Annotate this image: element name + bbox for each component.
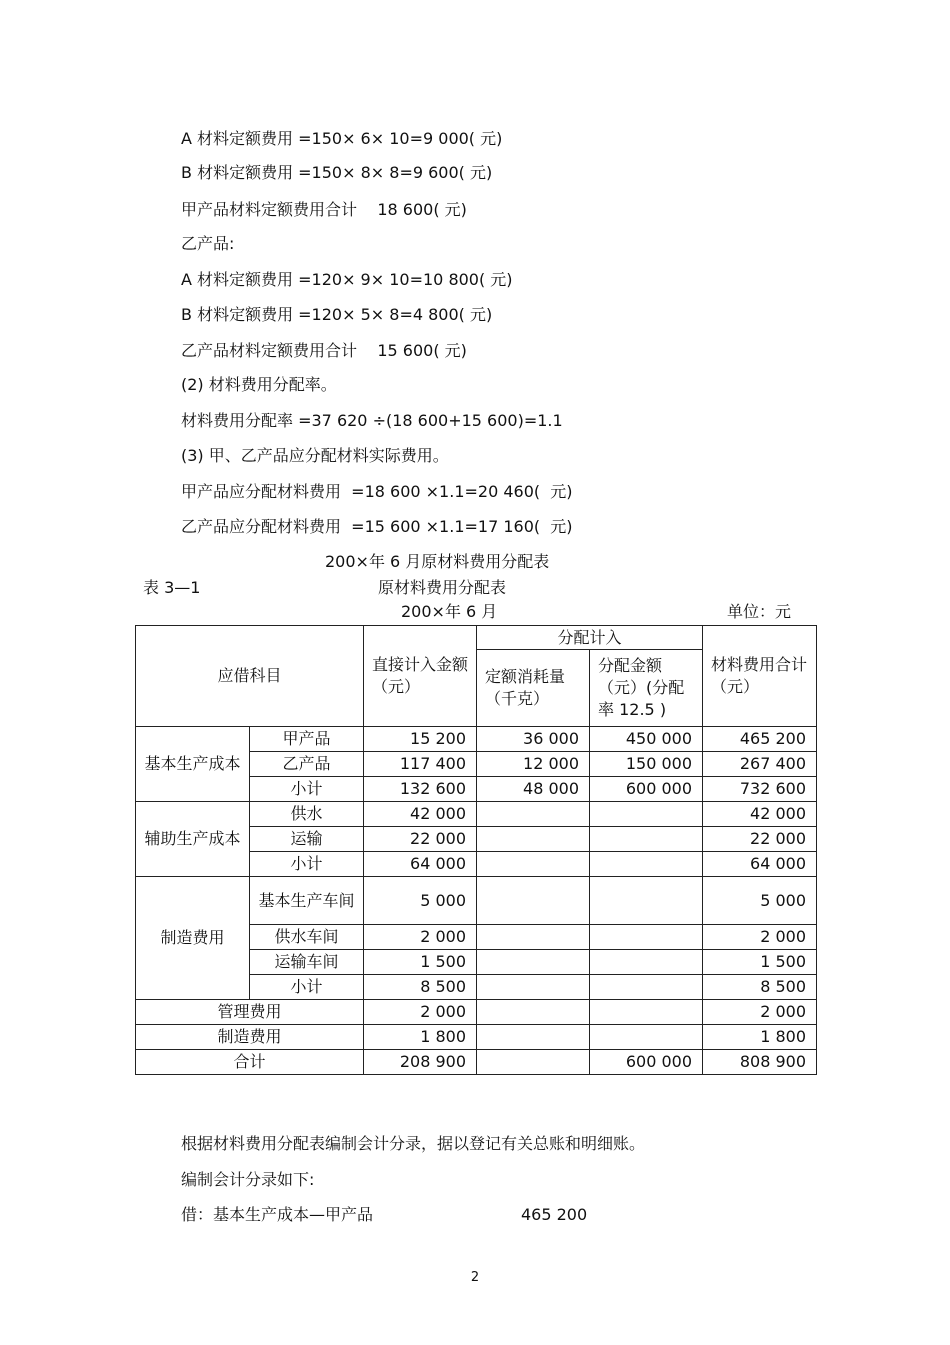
cell-direct: 2 000 [364,1000,477,1025]
cell-total: 22 000 [703,827,817,852]
cell-quota [477,1000,590,1025]
group-label: 基本生产成本 [136,727,250,802]
cell-quota [477,852,590,877]
calc-line: 乙产品应分配材料费用 =15 600 ×1.1=17 160( 元) [181,517,573,536]
table-unit: 单位：元 [727,602,792,621]
cell-total: 2 000 [703,1000,817,1025]
table-number: 表 3—1 [143,578,201,597]
journal-entry-label: 借：基本生产成本—甲产品 [181,1205,374,1224]
table-name: 原材料费用分配表 [378,578,507,597]
header-amount: 分配金额（元）(分配率 12.5 ) [590,650,703,727]
calc-line: 乙产品材料定额费用合计 15 600( 元) [181,341,467,360]
cell-total: 8 500 [703,975,817,1000]
body-paragraph: 编制会计分录如下: [181,1170,315,1189]
cell-amount: 450 000 [590,727,703,752]
calc-line: 甲产品材料定额费用合计 18 600( 元) [181,200,467,219]
cell-quota: 36 000 [477,727,590,752]
cell-quota [477,975,590,1000]
cell-amount [590,975,703,1000]
row-item: 小计 [250,975,364,1000]
calc-line: 甲产品应分配材料费用 =18 600 ×1.1=20 460( 元) [181,482,573,501]
cell-quota [477,1050,590,1075]
table-top-title: 200×年 6 月原材料费用分配表 [325,552,550,571]
header-direct: 直接计入金额（元） [364,626,477,727]
row-item: 供水车间 [250,925,364,950]
header-allocated: 分配计入 [477,626,703,650]
group-label: 制造费用 [136,877,250,1000]
calc-line: A 材料定额费用 =150× 6× 10=9 000( 元) [181,129,503,148]
cell-total: 267 400 [703,752,817,777]
row-item: 运输车间 [250,950,364,975]
cell-quota: 12 000 [477,752,590,777]
cell-amount [590,802,703,827]
cell-direct: 132 600 [364,777,477,802]
cell-amount [590,852,703,877]
cell-direct: 42 000 [364,802,477,827]
cell-amount [590,1025,703,1050]
cell-total: 1 500 [703,950,817,975]
row-item: 乙产品 [250,752,364,777]
cell-amount: 600 000 [590,1050,703,1075]
calc-line: A 材料定额费用 =120× 9× 10=10 800( 元) [181,270,513,289]
cell-amount: 150 000 [590,752,703,777]
cell-quota [477,827,590,852]
cell-total: 465 200 [703,727,817,752]
cell-direct: 117 400 [364,752,477,777]
cell-quota [477,877,590,925]
row-item: 甲产品 [250,727,364,752]
calc-line: B 材料定额费用 =120× 5× 8=4 800( 元) [181,305,493,324]
page-number: 2 [470,1270,480,1285]
total-row [136,1050,817,1075]
header-quota: 定额消耗量（千克） [477,650,590,727]
cell-amount [590,950,703,975]
header-total: 材料费用合计（元） [703,626,817,727]
cell-total: 1 800 [703,1025,817,1050]
table-row [136,727,817,752]
journal-entry-value: 465 200 [521,1205,588,1224]
cell-quota [477,802,590,827]
calc-line: 乙产品: [181,234,235,253]
cell-direct: 208 900 [364,1050,477,1075]
cell-quota [477,1025,590,1050]
cell-total: 2 000 [703,925,817,950]
cell-direct: 2 000 [364,925,477,950]
cell-total: 42 000 [703,802,817,827]
row-label: 制造费用 [136,1025,364,1050]
cell-direct: 8 500 [364,975,477,1000]
calc-line: (3) 甲、乙产品应分配材料实际费用。 [181,446,449,465]
cell-total: 732 600 [703,777,817,802]
table-row [136,1025,817,1050]
group-label: 辅助生产成本 [136,802,250,877]
cell-total: 808 900 [703,1050,817,1075]
cell-direct: 64 000 [364,852,477,877]
row-label: 管理费用 [136,1000,364,1025]
row-item: 小计 [250,777,364,802]
cell-total: 5 000 [703,877,817,925]
cell-amount [590,925,703,950]
cell-direct: 22 000 [364,827,477,852]
cell-direct: 1 500 [364,950,477,975]
header-account: 应借科目 [136,626,364,727]
row-item: 基本生产车间 [250,877,364,925]
body-paragraph: 根据材料费用分配表编制会计分录，据以登记有关总账和明细账。 [181,1134,646,1153]
calc-line: B 材料定额费用 =150× 8× 8=9 600( 元) [181,163,493,182]
table-row [136,802,817,827]
cell-quota [477,950,590,975]
cell-total: 64 000 [703,852,817,877]
cell-amount: 600 000 [590,777,703,802]
cell-amount [590,877,703,925]
calc-line: 材料费用分配率 =37 620 ÷(18 600+15 600)=1.1 [181,411,563,430]
material-cost-allocation-table [135,625,817,1075]
cell-direct: 15 200 [364,727,477,752]
row-label: 合计 [136,1050,364,1075]
cell-direct: 1 800 [364,1025,477,1050]
table-row [136,1000,817,1025]
table-row [136,877,817,925]
cell-amount [590,1000,703,1025]
cell-direct: 5 000 [364,877,477,925]
row-item: 小计 [250,852,364,877]
cell-quota [477,925,590,950]
table-period: 200×年 6 月 [401,602,498,621]
row-item: 运输 [250,827,364,852]
cell-quota: 48 000 [477,777,590,802]
calc-line: (2) 材料费用分配率。 [181,375,337,394]
row-item: 供水 [250,802,364,827]
cell-amount [590,827,703,852]
